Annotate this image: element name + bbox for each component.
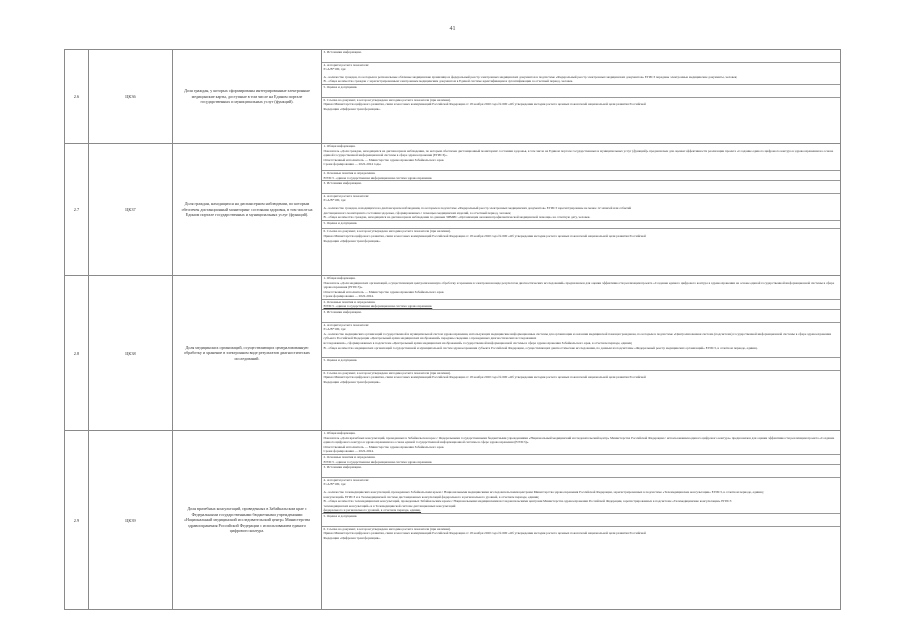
algorithm-var-b: B - общее количество граждан, находящихся на диспансерном наблюдении по данным ЗИМИС «Организация оказания профилактической медицинской помощи» на отчетную дату, человек. [323, 215, 591, 220]
general-term: Сроки формирования — 2022-2024 годы. [323, 162, 382, 167]
indicator-methodology [322, 276, 841, 431]
algorithm-formula: P=A/B*100, где: [323, 482, 347, 487]
general-text: Показатель «Доля граждан, находящихся на диспансерном наблюдении, по которым обеспечен дистанционный мониторинг состояния здоровья, в том числе на Едином портале государственных и муниципальных услуг (функций)» предназначен для оценки эффективности реализации проекта «Создание единого цифрового контура в здравоохранении на основе единой государственной информационной системы в сфере здравоохранения (ЕГИСЗ)». [323, 148, 834, 158]
indicator-description: Доля граждан, у которых сформированы интегрированные электронные медицинские карты, доступные в том числе на Едином портале государственных и муниципальных услуг (функций). [173, 50, 322, 144]
table-row [65, 431, 841, 610]
general-term: Сроки формирования — 2022-2024. [323, 449, 374, 454]
algorithm-var-a-cont: дистанционного мониторинга состояния здоровья, сформированных с помощью медицинских изделий, за отчетный период, человек; [323, 210, 512, 215]
algorithm-var-a: A - количество граждан, находящихся на диспансерном наблюдении, по которым в подсистеме «Федеральный реестр электронных медицинских документов» ЕГИСЗ зарегистрированы не менее 12 записей или событий [323, 205, 632, 210]
section-reference-title: 6. Ссылка на документ, в котором утверждена методика расчета показателя (при наличии). [323, 229, 451, 234]
definitions-text: ЕГИСЗ - единая государственная информационная система здравоохранения. [323, 459, 433, 464]
algorithm-formula: P=A/B*100, где: [323, 198, 347, 203]
indicator-code: ЦК38 [89, 276, 173, 431]
indicator-description: Доля врачебных консультаций, проведенных в Забайкальском крае с Федеральными государственными бюджетными учреждениями «Национальный медицинский исследовательский центр» Министерства здравоохранения Российской Федерации с использованием единого цифрового контура. [173, 431, 322, 610]
section-general-title: 1. Общая информация. [323, 276, 356, 280]
table-row [65, 144, 841, 276]
general-text: Показатель «Доля медицинских организаций, осуществляющих централизованную обработку и хранение в электронном виде результатов диагностических исследований» предназначен для оценки эффективности реализации проекта «Создание единого цифрового контура в здравоохранении на основе единой государственной информационной системы в сфере здравоохранения (ЕГИСЗ)». [323, 280, 835, 290]
section-algorithm-title: 4. Алгоритм расчета показателя: [323, 477, 369, 482]
row-number: 2.7 [65, 144, 89, 276]
reference-text-cont: Федерации «Цифровая трансформация». [323, 535, 381, 540]
algorithm-formula: P=A/B*100, где: [323, 327, 347, 332]
reference-text: Приказ Министерства цифрового развития, связи и массовых коммуникаций Российской Федерации от 18 ноября 2020 года № 600 «Об утверждении методик расчета целевых показателей национальной цели развития Российской [323, 375, 646, 380]
section-algorithm-title: 4. Алгоритм расчета показателя: [323, 193, 369, 198]
section-definitions-title: 2. Основные понятия и определения. [323, 299, 376, 304]
section-definitions-title: 2. Основные понятия и определения. [323, 454, 376, 459]
general-responsible: Ответственный исполнитель — Министерство здравоохранения Забайкальского края. [323, 157, 445, 162]
algorithm-var-a: A - количество граждан, по которым в региональные облачные медицинские хранилища и федеральный реестр электронных медицинских документов в подсистеме «Федеральный реестр электронных медицинских документов» ЕГИСЗ переданы электронные медицинские документы, человек; [323, 74, 738, 79]
reference-text-cont: Федерации «Цифровая трансформация». [323, 238, 381, 243]
reference-text: Приказ Министерства цифрового развития, связи и массовых коммуникаций Российской Федерации от 18 ноября 2020 года № 600 «Об утверждении методик расчета целевых показателей национальной цели развития Российской [323, 531, 646, 536]
reference-text: Приказ Министерства цифрового развития, связи и массовых коммуникаций Российской Федерации от 18 ноября 2020 года № 600 «Об утверждении методик расчета целевых показателей национальной цели развития Российской [323, 233, 646, 238]
indicator-methodology [322, 50, 841, 144]
section-sources-title: 3. Источники информации. [323, 50, 362, 54]
section-algorithm-title: 4. Алгоритм расчета показателя: [323, 62, 369, 67]
indicator-code: ЦК37 [89, 144, 173, 276]
reference-text-cont: Федерации «Цифровая трансформация». [323, 379, 381, 384]
algorithm-var-b: B - общее количество граждан с зарегистрированным электронным медицинским документом в Единой системе идентификации и аутентификации за отчетный период, человек. [323, 79, 574, 84]
algorithm-var-a: A - количество телемедицинских консультаций, проведенных Забайкальским краем с Национальными медицинскими исследовательскими центрами Министерства здравоохранения Российской Федерации, зарегистрированных в подсистеме «Телемедицинские консультации» ЕГИСЗ, в отчетном периоде, единиц; [323, 489, 764, 494]
section-definitions-title: 2. Основные понятия и определения. [323, 170, 376, 175]
reference-text-cont: Федерации «Цифровая трансформация». [323, 106, 381, 111]
reference-text: Приказ Министерства цифрового развития, связи и массовых коммуникаций Российской Федерации от 18 ноября 2020 года № 600 «Об утверждении методик расчета целевых показателей национальной цели развития Российской [323, 102, 646, 107]
algorithm-var-b-cont: телемедицинских консультаций» и в Телемедицинской системе дистанционных консультаций [323, 503, 456, 508]
algorithm-var-a-cont: консультаций» ЕГИСЗ и в Телемедицинской системе дистанционных консультаций федерального и регионального уровней, в отчетном периоде, единиц; [323, 494, 540, 499]
algorithm-var-a: A - количество медицинских организаций государственной и муниципальной систем здравоохранения, использующих медицинские информационные системы для организации и оказания медицинской помощи гражданам, по которым в подсистеме «Централизованная система (подсистема) государственной информационной системы в сфере здравоохранения субъекта Российской Федерации «Центральный архив медицинских изображений» переданы сведения о проведенных диагностических исследованиях [323, 331, 831, 341]
section-sources-title: 3. Источники информации. [323, 181, 362, 186]
section-assumptions-title: 5. Оценка и допущения. [323, 220, 358, 225]
indicator-description: Доля медицинских организаций, осуществляющих централизованную обработку и хранение в электронном виде результатов диагностических исследований. [173, 276, 322, 431]
table-row [65, 276, 841, 431]
algorithm-formula: P=A/B*100, где: [323, 67, 347, 72]
indicator-description: Доля граждан, находящихся на диспансерном наблюдении, по которым обеспечен дистанционный мониторинг состояния здоровья, в том числе на Едином портале государственных и муниципальных услуг (функций). [173, 144, 322, 276]
general-term: Сроки формирования — 2022-2024. [323, 294, 374, 299]
section-sources-title: 3. Источники информации. [323, 465, 362, 470]
section-reference-title: 6. Ссылка на документ, в котором утверждена методика расчета показателя (при наличии). [323, 370, 451, 375]
general-responsible: Ответственный исполнитель — Министерство здравоохранения Забайкальского края. [323, 289, 445, 294]
section-reference-title: 6. Ссылка на документ, в котором утверждена методика расчета показателя (при наличии). [323, 97, 451, 102]
section-sources-title: 3. Источники информации. [323, 309, 362, 314]
definitions-text: ЕГИСЗ - единая государственная информационная система здравоохранения. [323, 304, 433, 309]
indicator-methodology [322, 144, 841, 276]
definitions-text: ЕГИСЗ - единая государственная информационная система здравоохранения. [323, 175, 433, 180]
table-row [65, 50, 841, 144]
section-assumptions-title: 5. Оценка и допущения. [323, 358, 358, 363]
section-reference-title: 6. Ссылка на документ, в котором утверждена методика расчета показателя (при наличии). [323, 526, 451, 531]
indicator-code: ЦК39 [89, 431, 173, 610]
section-general-title: 1. Общая информация. [323, 431, 356, 435]
row-number: 2.6 [65, 50, 89, 144]
algorithm-var-b-end: федерального и регионального уровней, в отчетном периоде, единиц. [323, 508, 422, 513]
page-number: 41 [449, 26, 456, 32]
section-assumptions-title: 5. Оценка и допущения. [323, 513, 358, 518]
row-number: 2.8 [65, 276, 89, 431]
indicator-methodology [322, 431, 841, 610]
general-text: Показатель «Доля врачебных консультаций, проведенных в Забайкальском крае с Федеральными государственными бюджетными учреждениями «Национальный медицинский исследовательский центр» Министерства Российской Федерации с использованием единого цифрового контура» предназначен для оценки эффективности реализации проекта «Создание единого цифрового контура в здравоохранении на основе единой государственной информационной системы в сфере здравоохранения (ЕГИСЗ)». [323, 435, 835, 445]
section-algorithm-title: 4. Алгоритм расчета показателя: [323, 322, 369, 327]
section-assumptions-title: 5. Оценка и допущения. [323, 84, 358, 89]
general-responsible: Ответственный исполнитель — Министерство здравоохранения Забайкальского края. [323, 444, 445, 449]
indicator-code: ЦК36 [89, 50, 173, 144]
algorithm-var-b: B - общее количество телемедицинских консультаций, проведенных Забайкальским краем с Национальными медицинскими исследовательскими центрами Министерства здравоохранения Российской Федерации, зарегистрированных в подсистеме «Телемедицинские консультации» ЕГИСЗ [323, 499, 732, 504]
algorithm-var-a-cont: исследованиях», сформированных в подсистеме «Центральный архив медицинских изображений» государственной информационной системы в сфере здравоохранения Забайкальского края, в отчетном периоде, единиц; [323, 340, 633, 345]
algorithm-var-b: B - общее количество медицинских организаций государственной и муниципальной систем здравоохранения субъекта Российской Федерации, осуществляющих диагностические исследования, по данным из подсистемы «Федеральный реестр медицинских организаций» ЕГИСЗ, в отчетном периоде, единиц. [323, 345, 758, 350]
row-number: 2.9 [65, 431, 89, 610]
section-general-title: 1. Общая информация. [323, 144, 356, 148]
indicators-table [64, 49, 841, 610]
